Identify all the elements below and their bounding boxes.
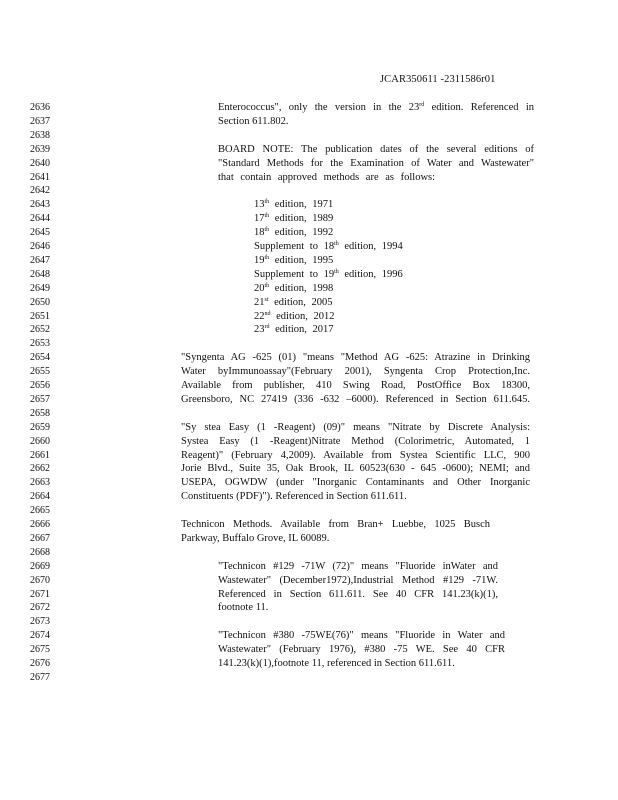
superscript: st	[264, 296, 269, 303]
systea-line: Systea Easy (1 -Reagent)Nitrate Method (Colorimetric, Automated, 1	[181, 435, 530, 447]
edition-item	[254, 254, 333, 268]
board-note-line-2: "Standard Methods for the Examination of Water and Wastewater"	[218, 158, 534, 169]
superscript: th	[334, 268, 339, 275]
edition-year: edition, 1992	[269, 227, 334, 239]
superscript: th	[264, 254, 270, 261]
line-number: 2677	[30, 671, 50, 683]
superscript: th	[264, 213, 270, 220]
superscript: th	[264, 199, 270, 206]
line-number: 2666	[30, 519, 50, 530]
board-note-line-3: that contain approved methods are as follows:	[218, 172, 436, 183]
syngenta-line: Available from publisher, 410 Swing Road, PostOffice Box 18300,	[181, 380, 530, 391]
enterococcus-line-1	[218, 101, 534, 115]
line-number: 2639	[30, 143, 50, 155]
edition-item	[254, 282, 333, 296]
superscript: rd	[264, 324, 270, 331]
technicon129-line: Referenced in Section 611.611. See 40 CFR 141.23(k)(1),	[218, 588, 498, 600]
edition-year: edition, 1994	[338, 241, 403, 252]
line-number: 2642	[30, 185, 50, 197]
line-number: 2660	[30, 435, 50, 447]
edition-label: 21	[254, 296, 265, 308]
systea-line: Jorie Blvd., Suite 35, Oak Brook, IL 60523(630 - 645 -0600); NEMI; and	[181, 463, 530, 475]
syngenta-line: Greensboro, NC 27419 (336 -632 –6000). Referenced in Section 611.645.	[181, 393, 530, 405]
line-number: 2672	[30, 602, 50, 614]
edition-label: 18	[254, 227, 265, 239]
edition-year: edition, 1996	[338, 268, 403, 280]
edition-item	[254, 226, 333, 240]
syngenta-line: "Syngenta AG -625 (01) "means "Method AG -625: Atrazine in Drinking	[181, 352, 530, 364]
line-number: 2655	[30, 366, 50, 378]
line-number: 2667	[30, 532, 50, 544]
edition-label: 13	[254, 199, 265, 211]
edition-item	[254, 296, 333, 310]
edition-label: Supplement to 19	[254, 268, 335, 280]
line-number: 2641	[30, 171, 50, 183]
line-number: 2662	[30, 463, 50, 475]
edition-label: 23	[254, 324, 265, 336]
edition-label: 19	[254, 254, 265, 266]
line-number: 2640	[30, 157, 50, 169]
line-number: 2653	[30, 338, 50, 350]
line-number: 2644	[30, 213, 50, 225]
technicon380-line: 141.23(k)(1),footnote 11, referenced in Section 611.611.	[218, 658, 455, 669]
systea-line: Reagent)" (February 4,2009). Available from Systea Scientific LLC, 900	[181, 449, 530, 461]
line-number: 2673	[30, 616, 50, 628]
enterococcus-text-end: edition. Referenced in	[424, 102, 534, 113]
line-number: 2675	[30, 644, 50, 656]
line-number: 2654	[30, 352, 50, 364]
line-number: 2676	[30, 658, 50, 669]
technicon-line: Technicon Methods. Available from Bran+ Luebbe, 1025 Busch	[181, 519, 490, 530]
line-number: 2643	[30, 199, 50, 211]
edition-label: 22	[254, 310, 265, 322]
edition-item	[254, 198, 333, 212]
line-number: 2661	[30, 449, 50, 461]
line-number: 2637	[30, 115, 50, 127]
edition-year: edition, 1998	[269, 282, 334, 294]
line-number: 2650	[30, 296, 50, 308]
edition-item	[254, 323, 334, 337]
edition-label: Supplement to 18	[254, 241, 335, 252]
enterococcus-line-2: Section 611.802.	[218, 116, 289, 127]
line-number: 2636	[30, 102, 50, 113]
document-header: JCAR350611 -2311586r01	[380, 74, 496, 85]
systea-line: "Sy stea Easy (1 -Reagent) (09)" means "Nitrate by Discrete Analysis:	[181, 421, 530, 433]
board-note-line-1: BOARD NOTE: The publication dates of the several editions of	[218, 144, 534, 155]
line-number: 2658	[30, 407, 50, 419]
line-number: 2657	[30, 393, 50, 405]
line-number: 2671	[30, 588, 50, 600]
line-number: 2669	[30, 560, 50, 572]
systea-line: USEPA, OGWDW (under "Inorganic Contaminants and Other Inorganic	[181, 477, 530, 489]
edition-label: 20	[254, 282, 265, 294]
edition-year: edition, 1995	[269, 254, 334, 266]
syngenta-line: Water byImmunoassay"(February 2001), Syngenta Crop Protection,Inc.	[181, 366, 530, 378]
line-number: 2645	[30, 227, 50, 239]
edition-item	[254, 212, 333, 226]
superscript: th	[264, 227, 270, 234]
edition-year: edition, 2005	[268, 296, 333, 308]
technicon129-line: "Technicon #129 -71W (72)" means "Fluoride inWater and	[218, 560, 498, 572]
line-number: 2648	[30, 268, 50, 280]
line-number: 2638	[30, 129, 50, 141]
line-number: 2663	[30, 477, 50, 489]
line-number: 2651	[30, 310, 50, 322]
edition-year: edition, 2012	[270, 310, 335, 322]
edition-year: edition, 1989	[269, 213, 334, 225]
line-number: 2659	[30, 421, 50, 433]
line-number: 2664	[30, 491, 50, 503]
technicon380-line: Wastewater" (February 1976), #380 -75 WE. See 40 CFR	[218, 644, 505, 656]
line-number: 2646	[30, 241, 50, 252]
edition-item	[254, 310, 335, 324]
line-number: 2665	[30, 505, 50, 517]
edition-label: 17	[254, 213, 265, 225]
systea-line: Constituents (PDF)"). Referenced in Section 611.611.	[181, 491, 407, 503]
line-number: 2647	[30, 254, 50, 266]
line-number: 2674	[30, 630, 50, 642]
technicon-line: Parkway, Buffalo Grove, IL 60089.	[181, 532, 330, 544]
line-number: 2652	[30, 324, 50, 336]
technicon129-line: footnote 11.	[218, 602, 269, 614]
edition-item	[254, 268, 403, 282]
superscript: th	[264, 282, 270, 289]
superscript: nd	[264, 310, 271, 317]
line-number: 2668	[30, 546, 50, 558]
edition-year: edition, 1971	[269, 199, 334, 211]
line-number: 2656	[30, 380, 50, 391]
edition-year: edition, 2017	[269, 324, 334, 336]
technicon380-line: "Technicon #380 -75WE(76)" means "Fluoride in Water and	[218, 630, 505, 642]
line-number: 2649	[30, 282, 50, 294]
superscript: th	[334, 241, 339, 247]
edition-item	[254, 240, 403, 254]
technicon129-line: Wastewater" (December1972),Industrial Method #129 -71W.	[218, 574, 498, 586]
superscript: rd	[419, 102, 425, 108]
enterococcus-text: Enterococcus", only the version in the 23	[218, 102, 420, 113]
line-number: 2670	[30, 574, 50, 586]
